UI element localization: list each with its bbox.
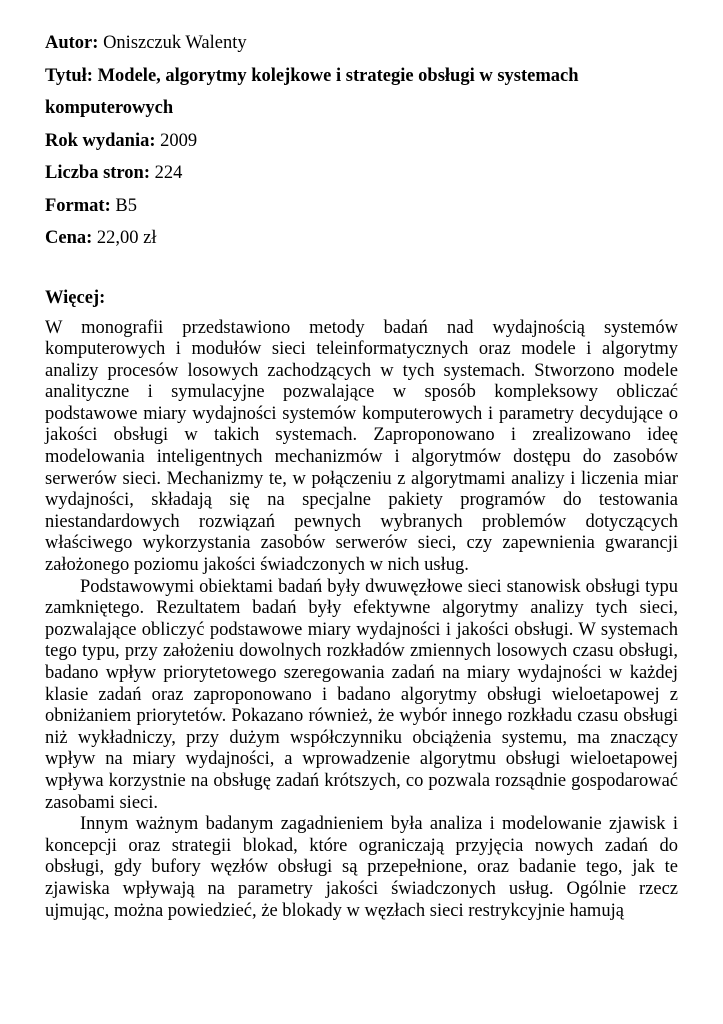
price-label: Cena: (45, 228, 93, 248)
description-paragraph-1: W monografii przedstawiono metody badań nad wydajnością systemów komputerowych i modułów sieci teleinformatycznych oraz modele i algorytmy analizy procesów losowych zachodzących w tych systemach. Stworzono modele analityczne i symulacyjne pozwalające w sposób kompleksowy obliczać podstawowe miary wydajności systemów komputerowych i parametry decydujące o jakości obsługi w takich systemach. Zaproponowano i zrealizowano ideę modelowania inteligentnych mechanizmów i algorytmów dostępu do zasobów serwerów sieci. Mechanizmy te, w połączeniu z algorytmami analizy i liczenia miar wydajności, składają się na specjalne pakiety programów do testowania niestandardowych rozwiązań pewnych wybranych problemów dotyczących właściwego wykorzystania zasobów serwerów sieci, czy zapewnienia gwarancji założonego poziomu jakości świadczonych w nich usług. (45, 317, 678, 576)
author-value: Oniszczuk Walenty (103, 33, 247, 53)
year-value: 2009 (160, 130, 198, 151)
title-value: Modele, algorytmy kolejkowe i strategie obsługi w systemach komputerowych (45, 65, 579, 118)
price-value: 22,00 zł (96, 228, 157, 248)
pages-line (45, 157, 678, 190)
year-label: Rok wydania: (45, 130, 156, 151)
description-body (45, 318, 678, 923)
price-line (45, 222, 678, 255)
title-label: Tytuł: (45, 65, 93, 86)
pages-value: 224 (154, 163, 183, 183)
format-label: Format: (45, 195, 111, 216)
format-value: B5 (115, 195, 137, 216)
title-line (45, 60, 678, 125)
description-paragraph-3: Innym ważnym badanym zagadnieniem była analiza i modelowanie zjawisk i koncepcji oraz strategii blokad, które ograniczają przyjęcia nowych zadań do obsługi, gdy bufory węzłów obsługi są przepełnione, oraz badanie tego, jak te zjawiska wpływają na parametry jakości świadczonych usług. Ogólnie rzecz ujmując, można powiedzieć, że blokady w węzłach sieci restrykcyjnie hamują (45, 814, 678, 921)
description-paragraph-2: Podstawowymi obiektami badań były dwuwęzłowe sieci stanowisk obsługi typu zamkniętego. Rezultatem badań były efektywne algorytmy analizy tych sieci, pozwalające obliczyć podstawowe miary wydajności i jakości obsługi. W systemach tego typu, przy założeniu dowolnych rozkładów zmiennych losowych czasu obsługi, badano wpływ priorytetowego szeregowania zadań na miary wydajności w każdej klasie zadań oraz zaproponowano i badano algorytmy obsługi wieloetapowej z obniżaniem priorytetów. Pokazano również, że wybór innego rozkładu czasu obsługi niż wykładniczy, przy dużym współczynniku obciążenia systemu, ma znaczący wpływ na miary wydajności, a wprowadzenie algorytmu obsługi wieloetapowej wpływa korzystnie na obsługę zadań krótszych, co pozwala rozsądnie gospodarować zasobami sieci. (45, 576, 678, 813)
author-line (45, 27, 678, 60)
year-line (45, 125, 678, 158)
pages-label: Liczba stron: (45, 163, 151, 183)
format-line (45, 190, 678, 223)
more-heading: Więcej: (45, 287, 106, 308)
author-label: Autor: (45, 33, 99, 53)
book-record (45, 27, 678, 922)
